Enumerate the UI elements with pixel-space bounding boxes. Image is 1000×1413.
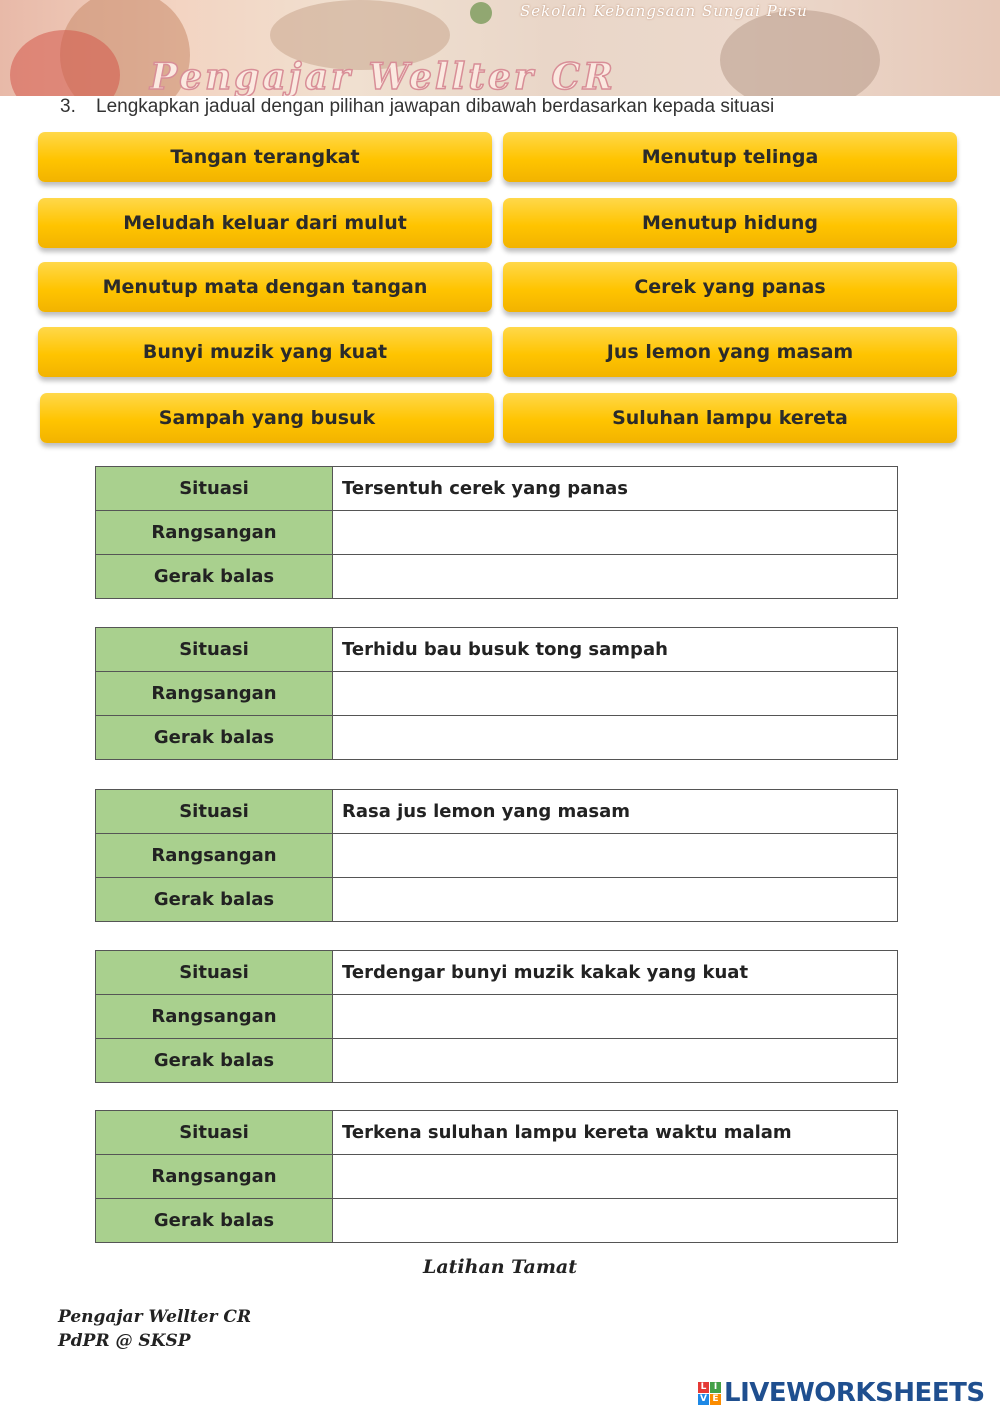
rangsangan-drop-zone[interactable] <box>333 834 898 878</box>
row-label-situasi: Situasi <box>96 1111 333 1155</box>
situasi-text: Terhidu bau busuk tong sampah <box>333 628 898 672</box>
row-label-gerak-balas: Gerak balas <box>96 1199 333 1243</box>
situation-table-2 <box>95 627 898 760</box>
row-label-gerak-balas: Gerak balas <box>96 1039 333 1083</box>
table-row <box>96 995 898 1039</box>
table-row <box>96 1199 898 1243</box>
table-row <box>96 672 898 716</box>
school-crest-icon <box>470 2 492 24</box>
liveworksheets-mark-icon <box>698 1382 721 1405</box>
table-row <box>96 511 898 555</box>
header-banner <box>0 0 1000 96</box>
gerak-balas-drop-zone[interactable] <box>333 716 898 760</box>
closing-text: Latihan Tamat <box>422 1256 578 1278</box>
situasi-text: Terdengar bunyi muzik kakak yang kuat <box>333 951 898 995</box>
banner-title: Pengajar Wellter CR <box>150 56 616 96</box>
gerak-balas-drop-zone[interactable] <box>333 555 898 599</box>
table-row <box>96 834 898 878</box>
question-instruction <box>60 96 774 118</box>
rangsangan-drop-zone[interactable] <box>333 511 898 555</box>
gerak-balas-drop-zone[interactable] <box>333 878 898 922</box>
mark-letter: V <box>698 1394 709 1405</box>
table-row <box>96 628 898 672</box>
row-label-gerak-balas: Gerak balas <box>96 716 333 760</box>
row-label-rangsangan: Rangsangan <box>96 1155 333 1199</box>
table-row <box>96 716 898 760</box>
liveworksheets-wordmark: LIVEWORKSHEETS <box>724 1378 985 1408</box>
situation-table-5 <box>95 1110 898 1243</box>
footer-line-class: PdPR @ SKSP <box>58 1331 191 1351</box>
liveworksheets-logo[interactable] <box>698 1378 985 1408</box>
question-number: 3. <box>60 96 76 117</box>
rangsangan-drop-zone[interactable] <box>333 1155 898 1199</box>
row-label-gerak-balas: Gerak balas <box>96 878 333 922</box>
mark-letter: E <box>710 1394 721 1405</box>
rangsangan-drop-zone[interactable] <box>333 672 898 716</box>
option-tile[interactable]: Cerek yang panas <box>503 262 957 312</box>
table-row <box>96 467 898 511</box>
option-tile[interactable]: Tangan terangkat <box>38 132 492 182</box>
option-tile[interactable]: Menutup mata dengan tangan <box>38 262 492 312</box>
situasi-text: Terkena suluhan lampu kereta waktu malam <box>333 1111 898 1155</box>
row-label-situasi: Situasi <box>96 790 333 834</box>
rangsangan-drop-zone[interactable] <box>333 995 898 1039</box>
footer-line-author: Pengajar Wellter CR <box>58 1307 252 1327</box>
question-text: Lengkapkan jadual dengan pilihan jawapan dibawah berdasarkan kepada situasi <box>96 96 775 117</box>
table-row <box>96 951 898 995</box>
row-label-rangsangan: Rangsangan <box>96 995 333 1039</box>
table-row <box>96 1039 898 1083</box>
option-tile[interactable]: Suluhan lampu kereta <box>503 393 957 443</box>
table-row <box>96 790 898 834</box>
option-tile[interactable]: Jus lemon yang masam <box>503 327 957 377</box>
table-row <box>96 878 898 922</box>
gerak-balas-drop-zone[interactable] <box>333 1039 898 1083</box>
row-label-rangsangan: Rangsangan <box>96 834 333 878</box>
option-tile[interactable]: Meludah keluar dari mulut <box>38 198 492 248</box>
option-tile[interactable]: Menutup telinga <box>503 132 957 182</box>
situation-table-1 <box>95 466 898 599</box>
footer-credit <box>58 1305 251 1353</box>
row-label-rangsangan: Rangsangan <box>96 672 333 716</box>
situasi-text: Tersentuh cerek yang panas <box>333 467 898 511</box>
photo-decoration <box>720 10 880 96</box>
mark-letter: L <box>698 1382 709 1393</box>
school-name: Sekolah Kebangsaan Sungai Pusu <box>520 2 808 20</box>
table-row <box>96 1155 898 1199</box>
row-label-situasi: Situasi <box>96 951 333 995</box>
row-label-situasi: Situasi <box>96 467 333 511</box>
row-label-rangsangan: Rangsangan <box>96 511 333 555</box>
situasi-text: Rasa jus lemon yang masam <box>333 790 898 834</box>
option-tile[interactable]: Sampah yang busuk <box>40 393 494 443</box>
situation-table-4 <box>95 950 898 1083</box>
option-tile[interactable]: Bunyi muzik yang kuat <box>38 327 492 377</box>
table-row <box>96 1111 898 1155</box>
row-label-gerak-balas: Gerak balas <box>96 555 333 599</box>
table-row <box>96 555 898 599</box>
mark-letter: I <box>710 1382 721 1393</box>
situation-table-3 <box>95 789 898 922</box>
gerak-balas-drop-zone[interactable] <box>333 1199 898 1243</box>
option-tile[interactable]: Menutup hidung <box>503 198 957 248</box>
row-label-situasi: Situasi <box>96 628 333 672</box>
